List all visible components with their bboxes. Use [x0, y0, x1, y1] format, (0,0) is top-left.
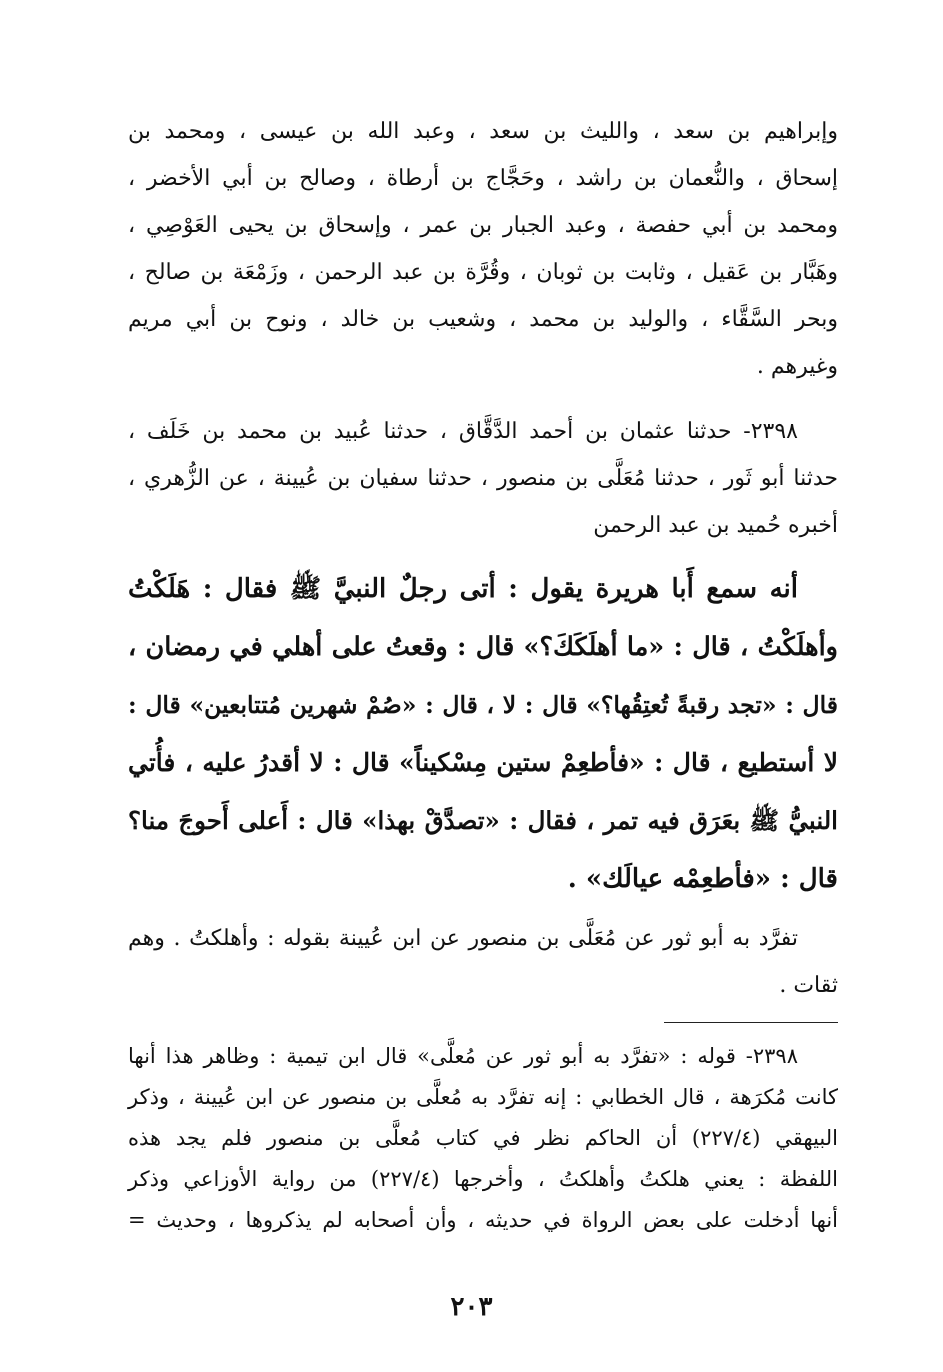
- text-line: وبحر السَّقَّاء ، والوليد بن محمد ، وشعيب بن خالد ، ونوح بن أبي مريم: [128, 307, 838, 332]
- text-line: وإبراهيم بن سعد ، والليث بن سعد ، وعبد الله بن عيسى ، ومحمد بن: [128, 119, 838, 144]
- text-line: قال : «فأطعِمْه عيالَك» .: [567, 864, 838, 894]
- text-line: وهَبَّار بن عَقيل ، وثابت بن ثوبان ، وقُرَّة بن عبد الرحمن ، وزَمْعَة بن صالح ،: [128, 260, 838, 285]
- text-line: حدثنا أبو ثَور ، حدثنا مُعَلَّى بن منصور ، حدثنا سفيان بن عُيينة ، عن الزُّهري ،: [128, 466, 838, 491]
- text-line: لا أستطيع ، قال : «فأطعِمْ ستين مِسْكيناً» قال : لا أقدرُ عليه ، فأُتي: [128, 748, 838, 777]
- text-line: البيهقي (٢٢٧/٤) أن الحاكم نظر في كتاب مُعلَّى بن منصور فلم يجد هذه: [128, 1126, 838, 1150]
- text-line: ٢٣٩٨- قوله : «تفرَّد به أبو ثور عن مُعلَّى» قال ابن تيمية : وظاهر هذا أنها: [128, 1044, 798, 1068]
- narrators-list: [128, 108, 838, 390]
- text-line: إسحاق ، والنُّعمان بن راشد ، وحَجَّاج بن أرطاة ، وصالح بن أبي الأخضر ،: [128, 166, 838, 191]
- text-line: قال : «تجد رقبةً تُعتِقُها؟» قال : لا ، قال : «صُمْ شهرين مُتتابعين» قال :: [128, 691, 838, 719]
- text-line: وغيرهم .: [756, 354, 838, 379]
- text-line: ومحمد بن أبي حفصة ، وعبد الجبار بن عمر ، وإسحاق بن يحيى العَوْصِي ،: [128, 213, 838, 238]
- text-line: ٢٣٩٨- حدثنا عثمان بن أحمد الدَّقَّاق ، حدثنا عُبيد بن محمد بن خَلَف ،: [128, 419, 798, 444]
- text-line: ثقات .: [779, 973, 838, 998]
- page-number: ٢٠٣: [450, 1292, 493, 1322]
- text-line: وأهلَكْتُ ، قال : «ما أهلَكَكَ؟» قال : وقعتُ على أهلي في رمضان ،: [128, 632, 838, 662]
- text-line: تفرَّد به أبو ثور عن مُعَلَّى بن منصور عن ابن عُيينة بقوله : وأهلكتُ . وهم: [128, 926, 798, 951]
- hadith-matn: [128, 560, 838, 908]
- hadith-isnad: [128, 408, 838, 549]
- text-line: أنها أدخلت على بعض الرواة في حديثه ، وأن أصحابه لم يذكروها ، وحديث =: [128, 1208, 838, 1232]
- author-comment: [128, 915, 838, 1009]
- text-line: أنه سمع أَبا هريرة يقول : أتى رجلٌ النبيَّ ﷺ فقال : هَلَكْتُ: [128, 574, 798, 604]
- text-line: كانت مُكرَهة ، قال الخطابي : إنه تفرَّد به مُعلَّى بن منصور عن ابن عُيينة ، وذكر: [128, 1085, 838, 1109]
- footnote-separator: [664, 1022, 838, 1023]
- text-line: اللفظة : يعني هلكتُ وأهلكتُ ، وأخرجها (٢٢٧/٤) من رواية الأوزاعي وذكر: [128, 1167, 839, 1191]
- footnote: [128, 1036, 838, 1241]
- text-line: النبيُّ ﷺ بعَرَق فيه تمر ، فقال : «تصدَّقْ بهذا» قال : أَعلى أَحوجَ منا؟: [128, 806, 838, 835]
- text-line: أخبره حُميد بن عبد الرحمن: [593, 513, 838, 538]
